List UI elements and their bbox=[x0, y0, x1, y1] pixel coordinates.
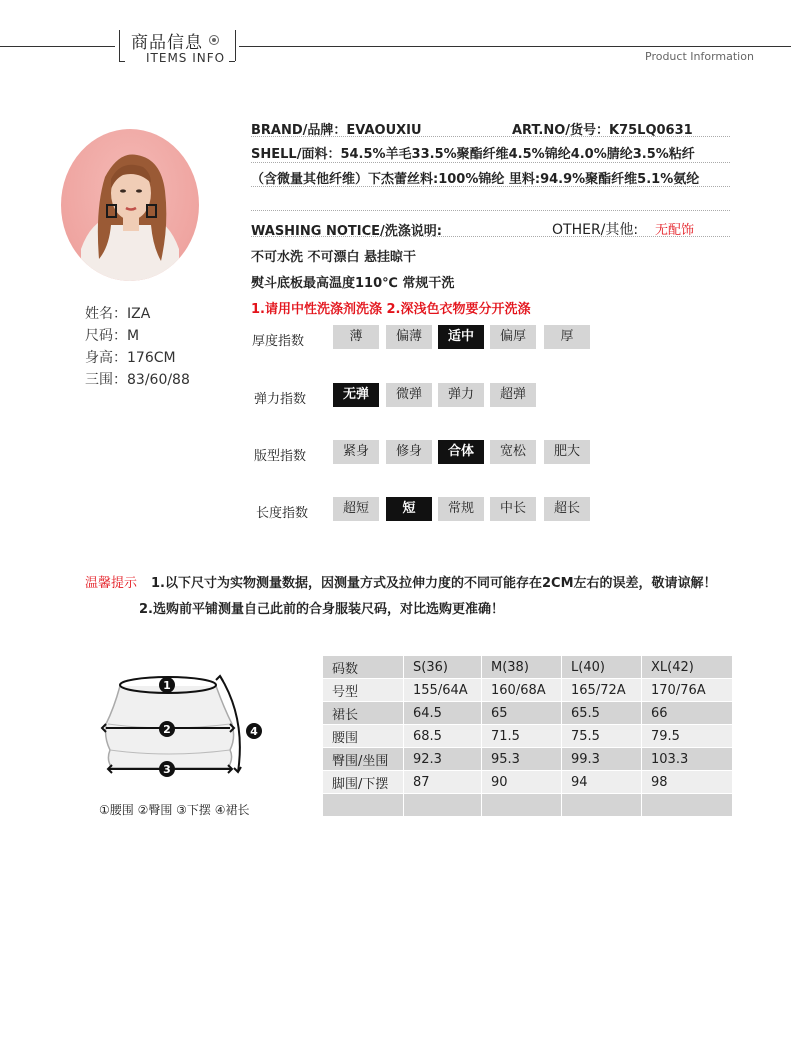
table-cell bbox=[404, 794, 482, 817]
marker-2 bbox=[159, 721, 175, 737]
table-cell: 99.3 bbox=[562, 748, 642, 771]
table-cell: 71.5 bbox=[482, 725, 562, 748]
marker-3 bbox=[159, 761, 175, 777]
table-cell bbox=[482, 794, 562, 817]
table-cell: 75.5 bbox=[562, 725, 642, 748]
table-row bbox=[323, 725, 733, 748]
divider bbox=[251, 162, 730, 163]
skirt-outline-icon bbox=[98, 668, 268, 780]
shell-fabric-line-2: （含微量其他纤维）下杰蕾丝料:100%锦纶 里料:94.9%聚酯纤维5.1%氨纶 bbox=[251, 172, 700, 187]
table-cell: 92.3 bbox=[404, 748, 482, 771]
table-cell: 码数 bbox=[323, 656, 404, 679]
table-cell bbox=[562, 794, 642, 817]
svg-text:1: 1 bbox=[163, 679, 171, 692]
notice-label: 温馨提示 bbox=[85, 576, 138, 591]
table-cell: 155/64A bbox=[404, 679, 482, 702]
scale-chip: 超短 bbox=[333, 497, 379, 521]
header-line-right bbox=[239, 46, 791, 47]
divider bbox=[251, 186, 730, 187]
model-name: 姓名：IZA bbox=[85, 306, 151, 322]
scale-chip: 厚 bbox=[544, 325, 590, 349]
table-row bbox=[323, 748, 733, 771]
table-row bbox=[323, 794, 733, 817]
table-cell: 号型 bbox=[323, 679, 404, 702]
table-cell: 裙长 bbox=[323, 702, 404, 725]
shell-fabric-line-1: SHELL/面料：54.5%羊毛33.5%聚酯纤维4.5%锦纶4.0%腈纶3.5%粘纤 bbox=[251, 147, 695, 162]
wash-instruction-3: 1.请用中性洗涤剂洗涤 2.深浅色衣物要分开洗涤 bbox=[251, 302, 531, 317]
scale-chip: 微弹 bbox=[386, 383, 432, 407]
table-cell: 65 bbox=[482, 702, 562, 725]
table-cell: 脚围/下摆 bbox=[323, 771, 404, 794]
art-number-text: ART.NO/货号：K75LQ0631 bbox=[512, 123, 693, 138]
divider bbox=[251, 236, 730, 237]
table-cell bbox=[323, 794, 404, 817]
table-cell bbox=[642, 794, 733, 817]
wash-instruction-1: 不可水洗 不可漂白 悬挂晾干 bbox=[251, 250, 417, 265]
scale-chip: 紧身 bbox=[333, 440, 379, 464]
table-cell: XL(42) bbox=[642, 656, 733, 679]
scale-chip-selected: 短 bbox=[386, 497, 432, 521]
svg-text:2: 2 bbox=[163, 723, 171, 736]
header-bracket-left-bottom bbox=[119, 61, 125, 62]
target-dot-icon bbox=[209, 35, 219, 45]
table-cell: 66 bbox=[642, 702, 733, 725]
scale-chip: 宽松 bbox=[490, 440, 536, 464]
scale-chip: 超长 bbox=[544, 497, 590, 521]
table-cell: 98 bbox=[642, 771, 733, 794]
header-bracket-left bbox=[119, 30, 120, 61]
model-size: 尺码：M bbox=[85, 328, 140, 344]
table-cell: M(38) bbox=[482, 656, 562, 679]
scale-chip-selected: 适中 bbox=[438, 325, 484, 349]
table-cell: 160/68A bbox=[482, 679, 562, 702]
scale-chip: 偏厚 bbox=[490, 325, 536, 349]
table-cell: 170/76A bbox=[642, 679, 733, 702]
table-cell: 65.5 bbox=[562, 702, 642, 725]
table-row bbox=[323, 679, 733, 702]
scale-chip: 薄 bbox=[333, 325, 379, 349]
marker-1 bbox=[159, 677, 175, 693]
wash-instruction-2: 熨斗底板最高温度110℃ 常规干洗 bbox=[251, 276, 455, 291]
length-label: 长度指数 bbox=[256, 506, 309, 521]
table-cell: 87 bbox=[404, 771, 482, 794]
header-subtitle: ITEMS INFO bbox=[146, 51, 226, 65]
size-table bbox=[322, 655, 733, 817]
scale-chip: 中长 bbox=[490, 497, 536, 521]
table-row bbox=[323, 702, 733, 725]
table-row bbox=[323, 656, 733, 679]
skirt-measurement-diagram bbox=[98, 668, 268, 784]
divider bbox=[251, 136, 730, 137]
svg-text:4: 4 bbox=[250, 725, 258, 738]
table-cell: 95.3 bbox=[482, 748, 562, 771]
notice-line-1: 1.以下尺寸为实物测量数据，因测量方式及拉伸力度的不同可能存在2CM左右的误差，敬请谅解！ bbox=[151, 576, 717, 591]
diagram-caption: ①腰围 ②臀围 ③下摆 ④裙长 bbox=[99, 803, 250, 817]
scale-chip: 修身 bbox=[386, 440, 432, 464]
table-cell: 165/72A bbox=[562, 679, 642, 702]
scale-chip-selected: 无弹 bbox=[333, 383, 379, 407]
scale-chip-selected: 合体 bbox=[438, 440, 484, 464]
scale-chip: 超弹 bbox=[490, 383, 536, 407]
marker-4 bbox=[246, 723, 262, 739]
svg-text:3: 3 bbox=[163, 763, 171, 776]
table-cell: 94 bbox=[562, 771, 642, 794]
scale-chip: 弹力 bbox=[438, 383, 484, 407]
divider bbox=[251, 210, 730, 211]
fit-label: 版型指数 bbox=[254, 449, 307, 464]
header-line-left bbox=[0, 46, 115, 47]
header-bracket-right-bottom bbox=[229, 61, 235, 62]
brand-text: BRAND/品牌：EVAOUXIU bbox=[251, 123, 422, 138]
scale-chip: 常规 bbox=[438, 497, 484, 521]
table-cell: L(40) bbox=[562, 656, 642, 679]
elasticity-label: 弹力指数 bbox=[254, 392, 307, 407]
table-row bbox=[323, 771, 733, 794]
table-cell: 79.5 bbox=[642, 725, 733, 748]
table-cell: 68.5 bbox=[404, 725, 482, 748]
thickness-label: 厚度指数 bbox=[252, 334, 305, 349]
notice-line-2: 2.选购前平铺测量自己此前的合身服装尺码，对比选购更准确！ bbox=[139, 602, 504, 617]
other-value: 无配饰 bbox=[655, 223, 695, 238]
header-bracket-right bbox=[235, 30, 236, 61]
washing-notice-label: WASHING NOTICE/洗涤说明: bbox=[251, 224, 442, 239]
model-photo bbox=[61, 129, 199, 281]
scale-chip: 偏薄 bbox=[386, 325, 432, 349]
header-title: 商品信息 bbox=[131, 33, 203, 53]
model-height: 身高：176CM bbox=[85, 350, 176, 366]
table-cell: 103.3 bbox=[642, 748, 733, 771]
model-measurements: 三围：83/60/88 bbox=[85, 372, 190, 388]
model-portrait-illustration bbox=[61, 129, 199, 281]
table-cell: 臀围/坐围 bbox=[323, 748, 404, 771]
table-cell: 90 bbox=[482, 771, 562, 794]
other-label: OTHER/其他: bbox=[552, 222, 639, 238]
scale-chip: 肥大 bbox=[544, 440, 590, 464]
table-cell: 64.5 bbox=[404, 702, 482, 725]
table-cell: S(36) bbox=[404, 656, 482, 679]
table-cell: 腰围 bbox=[323, 725, 404, 748]
header-english-title: Product Information bbox=[645, 50, 754, 63]
